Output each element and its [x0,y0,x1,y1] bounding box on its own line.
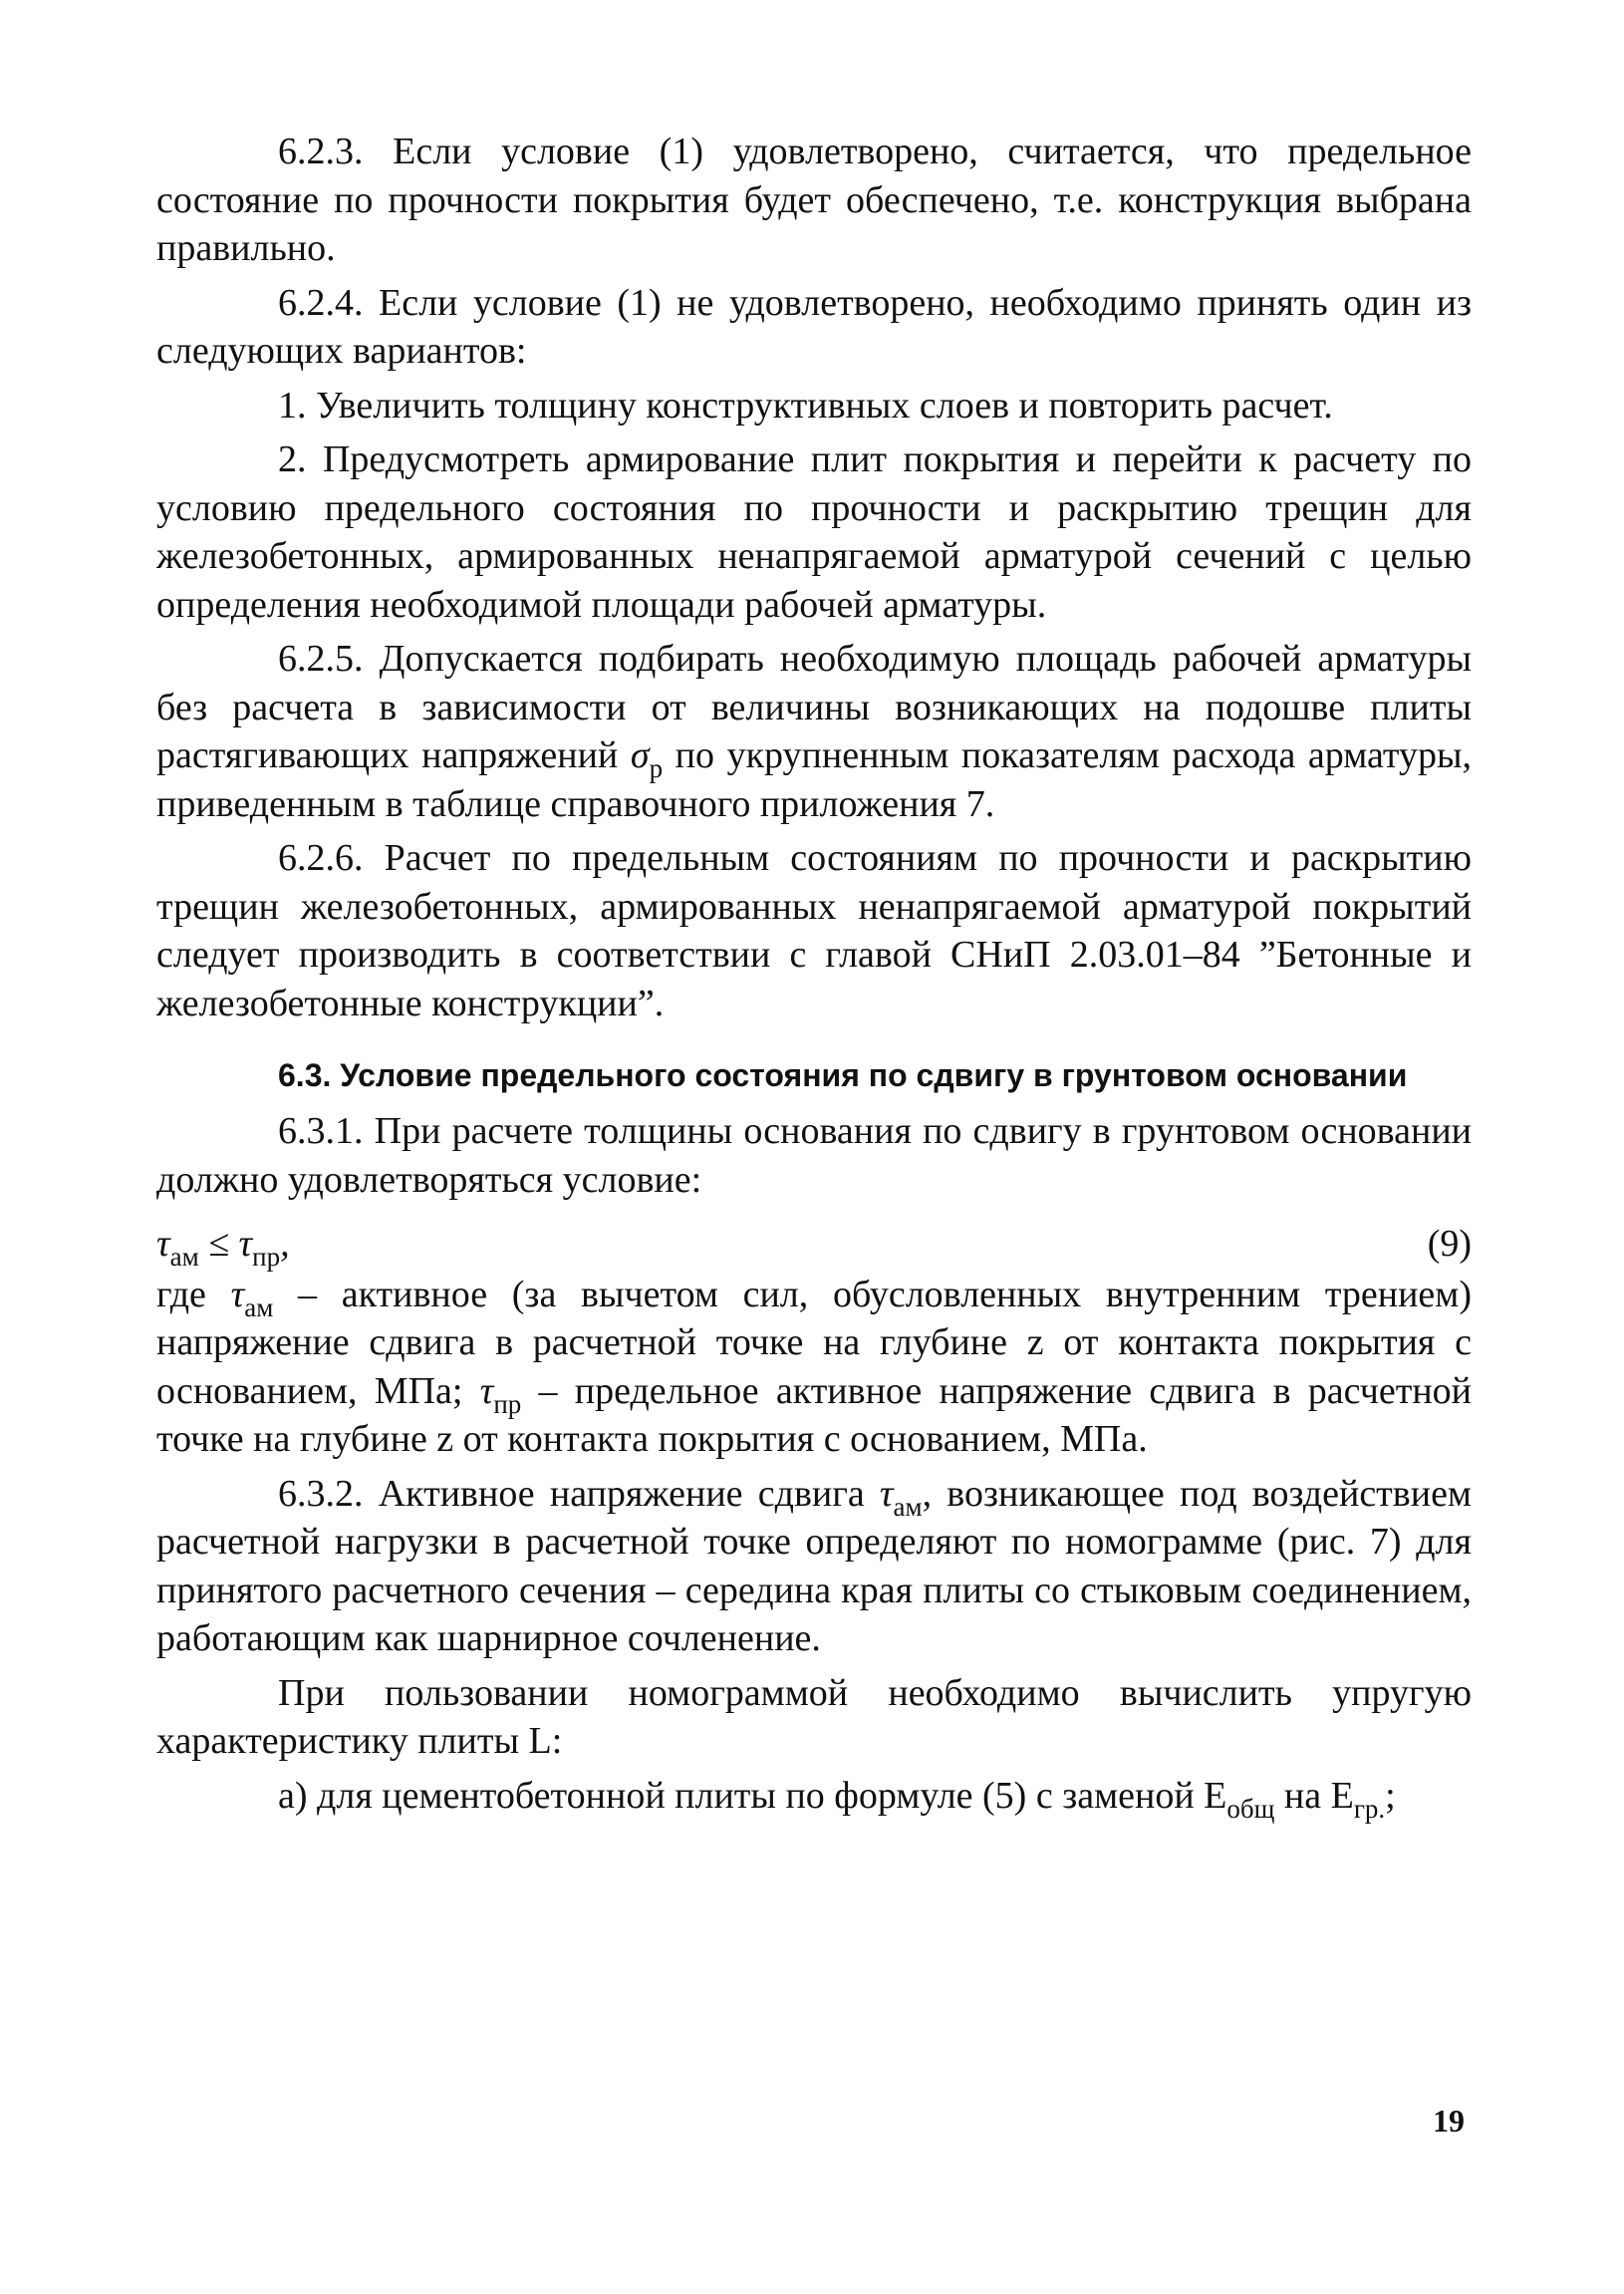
text-segment: а) для цементобетонной плиты по формуле (5) с заменой Е [278,1774,1227,1817]
option-1: 1. Увеличить толщину конструктивных слоев и повторить расчет. [278,384,1333,427]
formula-number: (9) [1427,1223,1472,1265]
subscript-pr: пр [252,1242,281,1272]
paragraph-6-3-1: 6.3.1. При расчете толщины основания по сдвигу в грунтовом основании должно удовлетворяться условие: [156,1110,1472,1201]
section-heading-6-3: 6.3. Условие предельного состояния по сдвигу в грунтовом основании [278,1057,1408,1093]
page-number: 19 [1433,2103,1465,2139]
subscript-am: ам [893,1491,923,1522]
sigma-symbol: σ [630,734,650,776]
tau-symbol: τ [879,1472,894,1515]
paragraph-nomogram: При пользовании номограммой необходимо вычислить упругую характеристику плиты L: [156,1671,1472,1762]
tau-symbol: τ [230,1273,245,1315]
formula-tail: , [280,1223,290,1265]
subscript-obsh: общ [1226,1793,1275,1824]
paragraph-6-2-5 [156,635,1472,828]
text-segment: , возникающее под воздействием расчетной нагрузки в расчетной точке определяют по номограмме (рис. 7) для принятого расчетного сечения – середина края плиты со стыковым соединением, работающим как шарнирное сочленение. [156,1472,1472,1659]
page-body [156,128,1473,1824]
formula-9 [156,1220,1472,1272]
text-segment: – предельное активное напряжение сдвига в расчетной точке на глубине z от контакта покрытия с основанием, МПа. [156,1369,1473,1460]
formula-expression [156,1220,290,1272]
text-segment: по укрупненным показателям расхода арматуры, приведенным в таблице справочного приложения 7. [156,734,1472,825]
text-segment: где [156,1273,231,1315]
text-segment: ; [1385,1774,1396,1817]
where-paragraph [156,1271,1472,1464]
paragraph-6-2-4: 6.2.4. Если условие (1) не удовлетворено, необходимо принять один из следующих вариантов: [156,281,1472,372]
option-2: 2. Предусмотреть армирование плит покрытия и перейти к расчету по условию предельного состояния по прочности и раскрытию трещин для железобетонных, армированных ненапрягаемой арматурой сечений с целью определения необходимой площади рабочей арматуры. [156,438,1472,626]
text-segment: 6.2.5. Допускается подбирать необходимую площадь рабочей арматуры без расчета в зависимости от величины возникающих на подошве плиты растягивающих напряжений [156,638,1472,776]
paragraph-6-3-2 [156,1470,1472,1663]
text-segment: 6.3.2. Активное напряжение сдвига [278,1472,880,1515]
paragraph-6-2-6: 6.2.6. Расчет по предельным состояниям по прочности и раскрытию трещин железобетонных, армированных ненапрягаемой арматурой покрытий следует производить в соответствии с главой СНиП 2.03.01–84 ”Бетонные и железобетонные конструкции”. [156,837,1472,1024]
text-segment: на Е [1274,1774,1354,1817]
tau-symbol: τ [479,1369,494,1412]
relation-sign: ≤ [198,1223,239,1265]
subscript-am: ам [169,1242,199,1272]
subscript-am: ам [244,1291,274,1322]
paragraph-6-2-3: 6.2.3. Если условие (1) удовлетворено, считается, что предельное состояние по прочности покрытия будет обеспечено, т.е. конструкция выбрана правильно. [156,131,1472,269]
subscript-gr: гр. [1353,1793,1386,1824]
subscript-pr: пр [493,1388,522,1419]
subscript: р [649,753,664,783]
list-item-a [156,1772,1472,1824]
tau-symbol: τ [238,1223,253,1265]
tau-symbol: τ [156,1223,170,1265]
text-segment: – активное (за вычетом сил, обусловленных внутренним трением) напряжение сдвига в расчетной точке на глубине z от контакта покрытия с основанием, МПа; [156,1273,1472,1412]
